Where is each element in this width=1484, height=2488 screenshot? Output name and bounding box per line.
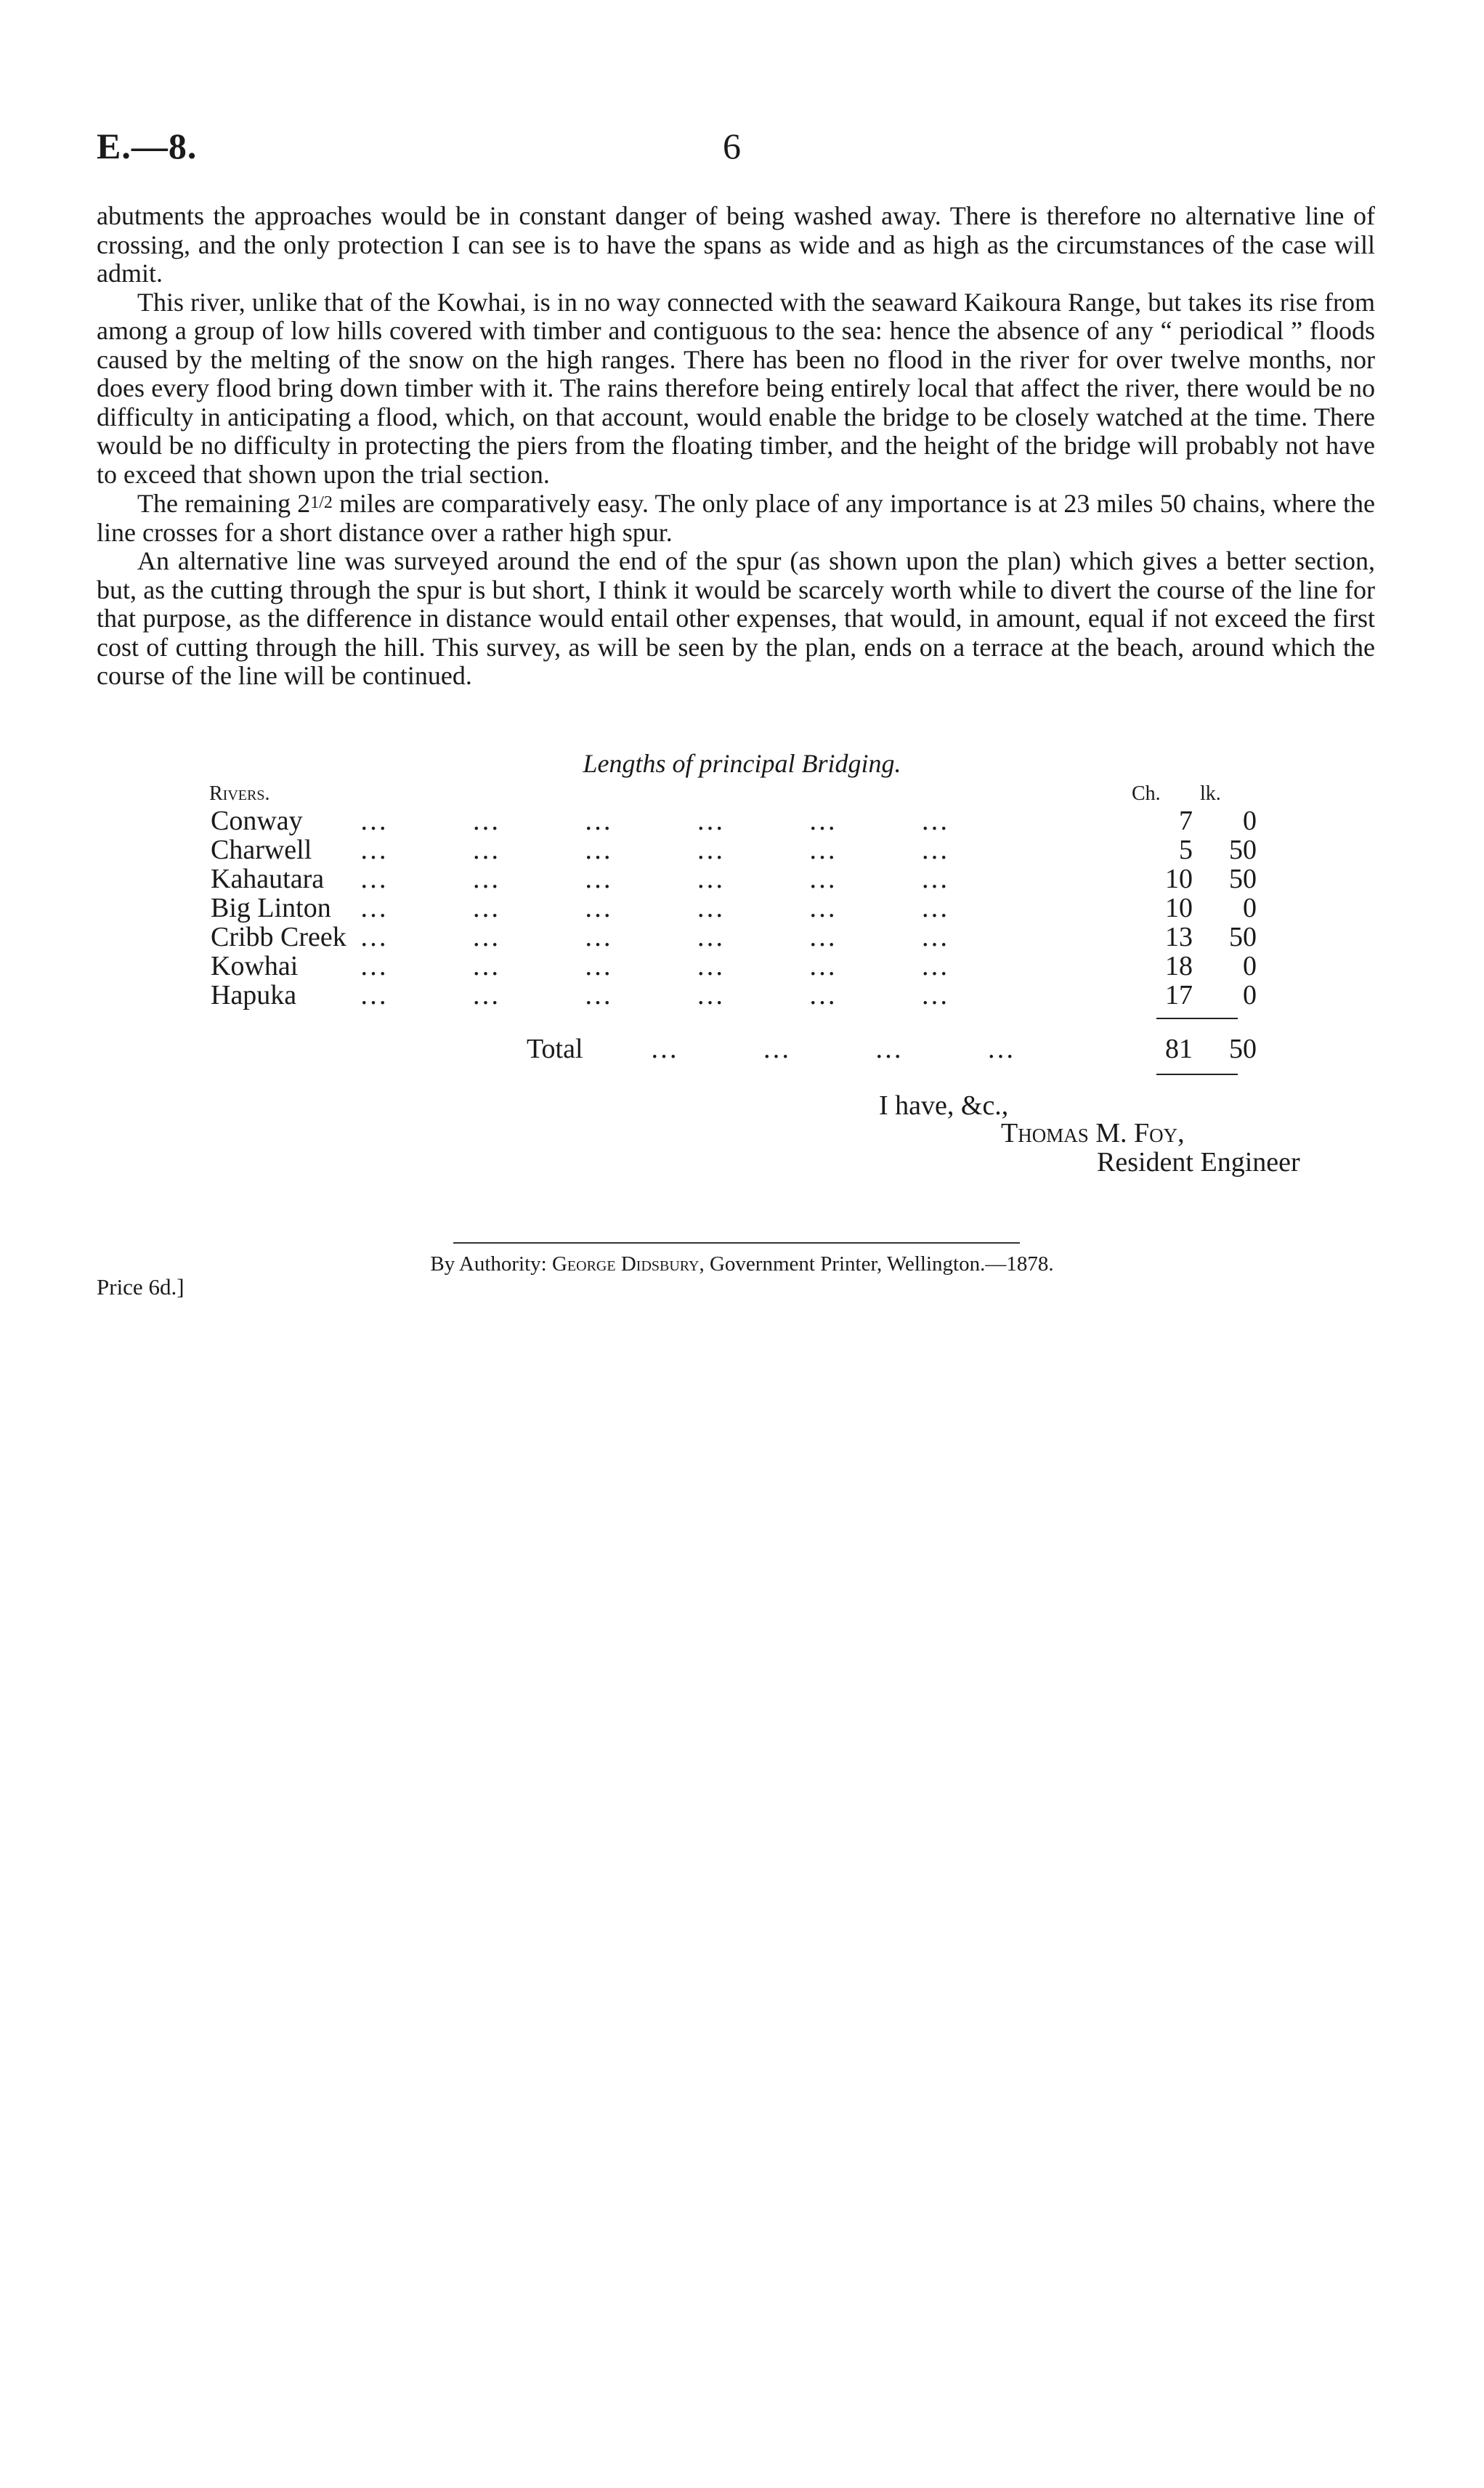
links-value: 50 bbox=[1229, 835, 1257, 865]
table-row: Charwell … … … … … … 5 50 bbox=[211, 835, 1257, 865]
river-name: Hapuka bbox=[211, 980, 297, 1010]
total-row: Total … … … … 81 50 bbox=[527, 1034, 1257, 1064]
closing-line: I have, &c., bbox=[879, 1090, 1009, 1121]
river-name: Big Linton bbox=[211, 893, 331, 923]
chains-value: 5 bbox=[1179, 835, 1193, 865]
footer-rule bbox=[453, 1242, 1020, 1244]
signatory-title: Resident Engineer bbox=[1097, 1147, 1300, 1178]
chains-value: 18 bbox=[1165, 951, 1193, 981]
river-name: Charwell bbox=[211, 835, 312, 865]
paragraph-remaining bbox=[97, 489, 1375, 547]
printer-name: George Didsbury, bbox=[551, 1252, 705, 1276]
remaining-fraction: 1/2 bbox=[310, 493, 333, 512]
remaining-text: miles are comparatively easy. The only place of any importance is at 23 miles 50 chains, where the line crosses for a short distance over a rather high spur. bbox=[97, 489, 1376, 547]
links-value: 0 bbox=[1243, 893, 1257, 923]
links-value: 0 bbox=[1243, 806, 1257, 836]
report-code: E.—8. bbox=[97, 126, 198, 166]
table-row: Kahautara … … … … … … 10 50 bbox=[211, 864, 1257, 894]
table-row: Big Linton … … … … … … 10 0 bbox=[211, 893, 1257, 923]
river-name: Cribb Creek bbox=[211, 922, 346, 952]
sum-rule-top bbox=[1156, 1018, 1238, 1019]
links-value: 50 bbox=[1229, 922, 1257, 952]
chains-value: 17 bbox=[1165, 980, 1193, 1010]
total-chains: 81 bbox=[1165, 1034, 1193, 1064]
table-row: Cribb Creek … … … … … … 13 50 bbox=[211, 922, 1257, 952]
chains-column-header: Ch. bbox=[1132, 782, 1161, 805]
paragraph-river: This river, unlike that of the Kowhai, is in no way connected with the seaward Kaikoura Range, but takes its rise from among a group of low hills covered with timber and contiguous to the sea: hence the absence of any “ periodical ” floods caused by the melting of the snow on the high ranges. There has been no flood in the river for over twelve months, nor does every flood bring down timber with it. The rains therefore being entirely local that affect the river, there would be no difficulty in anticipating a flood, which, on that account, would enable the bridge to be closely watched at the time. There would be no difficulty in protecting the piers from the floating timber, and the height of the bridge will probably not have to exceed that shown upon the trial section. bbox=[97, 287, 1375, 489]
links-value: 0 bbox=[1243, 951, 1257, 981]
chains-value: 13 bbox=[1165, 922, 1193, 952]
paragraph-abutments: abutments the approaches would be in constant danger of being washed away. There is therefore no alternative line of crossing, and the only protection I can see is to have the spans as wide and as high as the circumstances of the case will admit. bbox=[97, 201, 1375, 288]
sum-rule-bottom bbox=[1156, 1074, 1238, 1075]
table-row: Kowhai … … … … … … 18 0 bbox=[211, 951, 1257, 981]
page-number: 6 bbox=[723, 126, 741, 166]
river-name: Kahautara bbox=[211, 864, 325, 894]
links-value: 0 bbox=[1243, 980, 1257, 1010]
river-name: Conway bbox=[211, 806, 303, 836]
chains-value: 7 bbox=[1179, 806, 1193, 836]
table-title: Lengths of principal Bridging. bbox=[583, 749, 901, 778]
price: Price 6d.] bbox=[97, 1274, 185, 1300]
printer-imprint: By Authority: George Didsbury, Government Printer, Wellington.—1878. bbox=[430, 1252, 1054, 1276]
total-links: 50 bbox=[1229, 1034, 1257, 1064]
chains-value: 10 bbox=[1165, 864, 1193, 894]
signatory-name: Thomas M. Foy, bbox=[1001, 1118, 1185, 1148]
table-row: Conway … … … … … … 7 0 bbox=[211, 806, 1257, 836]
total-label: Total bbox=[527, 1034, 583, 1064]
chains-value: 10 bbox=[1165, 893, 1193, 923]
remaining-prefix: The remaining 2 bbox=[137, 489, 311, 518]
links-column-header: lk. bbox=[1200, 782, 1221, 805]
rivers-column-header: Rivers. bbox=[209, 782, 270, 805]
links-value: 50 bbox=[1229, 864, 1257, 894]
river-name: Kowhai bbox=[211, 951, 299, 981]
table-row: Hapuka … … … … … … 17 0 bbox=[211, 980, 1257, 1010]
body-text bbox=[97, 202, 1375, 691]
paragraph-alternative: An alternative line was surveyed around the end of the spur (as shown upon the plan) which gives a better section, but, as the cutting through the spur is but short, I think it would be scarcely worth while to divert the course of the line for that purpose, as the difference in distance would entail other expenses, that would, in amount, equal if not exceed the first cost of cutting through the hill. This survey, as will be seen by the plan, ends on a terrace at the beach, around which the course of the line will be continued. bbox=[97, 546, 1375, 690]
